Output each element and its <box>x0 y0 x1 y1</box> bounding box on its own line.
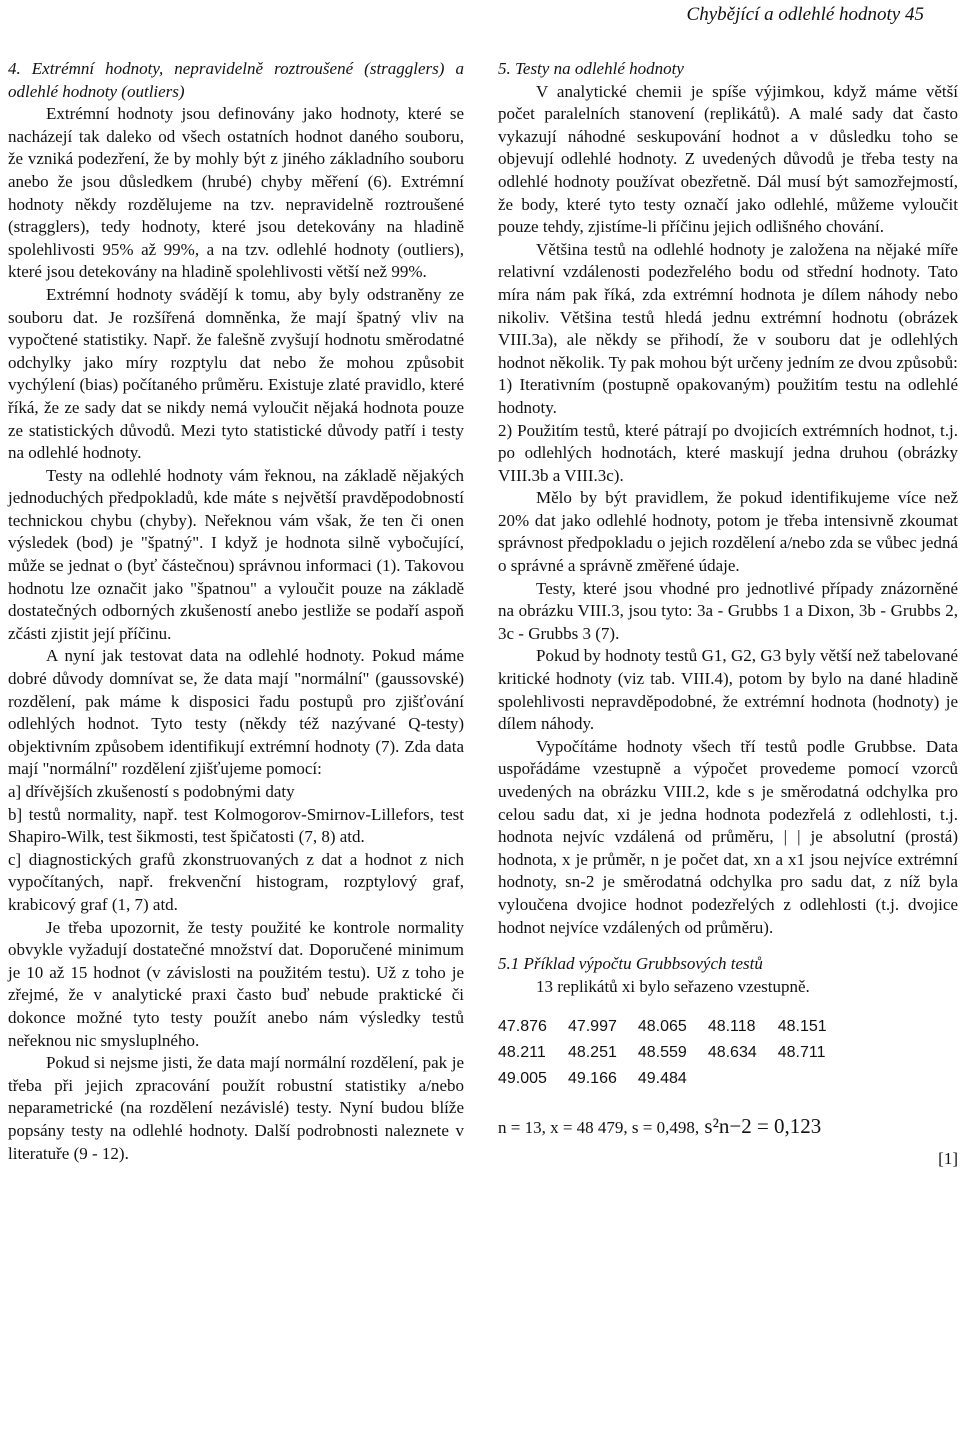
formula-values: n = 13, x = 48 479, s = 0,498, <box>498 1118 700 1138</box>
section-heading: 5. Testy na odlehlé hodnoty <box>498 59 684 78</box>
paragraph: 1) Iterativním (postupně opakovaným) použitím testu na odlehlé hodnoty. <box>498 375 958 417</box>
paragraph: A nyní jak testovat data na odlehlé hodnoty. Pokud máme dobré důvody domnívat se, že data mají "normální" (gaussovské) rozdělení, pak máme k disposici řadu postupů pro zjišťování odlehlých hodnot. Tyto testy (někdy též nazývané Q-testy) objektivním způsobem identifikují extrémní hodnoty (7). Zda data mají "normální" rozdělení zjišťujeme pomocí: <box>8 646 464 779</box>
paragraph: Vypočítáme hodnoty všech tří testů podle Grubbse. Data uspořádáme vzestupně a výpočet provedeme pomocí vzorců uvedených na obrázku VIII.2, kde s je směrodatná odchylka pro celou sadu dat, xi je jedna hodnota podezřelá z odlehlosti, t.j. hodnota nejvíc vzdálená od průměru, | | je absolutní (prostá) hodnota, x je průměr, n je počet dat, xn a x1 jsou nejvíce extrémní hodnoty, sn-2 je směrodatná odchylka pro sadu dat, z níž byla vyloučena dvojice hodnot podezřelých z odlehlosti (t.j. dvojice hodnot nejvíce vzdálených od průměru). <box>498 736 958 937</box>
paragraph: V analytické chemii je spíše výjimkou, když máme větší počet paralelních stanovení (replikátů). A malé sady dat často vykazují náhodné seskupování hodnot a v důsledku toho se objevují odlehlé hodnoty. Z uvedených důvodů je třeba testy na odlehlé hodnoty používat obezřetně. Dál musí být samozřejmostí, že body, které tyto testy označí jako odlehlé, můžeme vyloučit pouze tehdy, zjistíme-li příčinu jejich odlišného chování. <box>498 81 958 237</box>
right-column <box>498 58 958 1170</box>
formula-line <box>498 1115 958 1140</box>
paragraph: Pokud by hodnoty testů G1, G2, G3 byly větší než tabelované kritické hodnoty (viz tab. VIII.4), potom by bylo na dané hladině spolehlivosti nepravděpodobné, že extrémní hodnota (hodnoty) je dílem náhody. <box>498 646 958 734</box>
paragraph: 2) Použitím testů, které pátrají po dvojicích extrémních hodnot, t.j. po odlehlých hodnotách, které maskují jedna druhou (obrázky VIII.3b a VIII.3c). <box>498 420 958 485</box>
formula-s2: s²n−2 = 0,123 <box>699 1114 822 1139</box>
paragraph: Pokud si nejsme jisti, že data mají normální rozdělení, pak je třeba při jejich zpracování použít robustní statistiky a/nebo neparametrické (na rozdělení nezávislé) testy. Nyní budou blíže popsány testy na odlehlé hodnoty. Další podrobnosti naleznete v literatuře (9 - 12). <box>8 1053 464 1163</box>
example-heading: 5.1 Příklad výpočtu Grubbsových testů <box>498 954 763 974</box>
replicates-table <box>498 1016 848 1093</box>
paragraph: Je třeba upozornit, že testy použité ke kontrole normality obvykle vyžadují dostatečné množství dat. Doporučené minimum je 10 až 15 hodnot (v závislosti na použitém testu). Už z toho je zřejmé, že v analytické praxi často buď nebude praktické či dokonce možné tyto testy použít anebo nám výsledky testů neřeknou nic smysluplného. <box>8 917 464 1050</box>
paragraph: c] diagnostických grafů zkonstruovaných z dat a hodnot z nich vypočítaných, např. frekvenční histogram, rozptylový graf, krabicový graf (1, 7) atd. <box>8 849 464 914</box>
table-cell <box>778 1068 848 1094</box>
table-cell: 48.711 <box>777 1043 826 1061</box>
paragraph: Testy, které jsou vhodné pro jednotlivé případy znázorněné na obrázku VIII.3, jsou tyto: 3a - Grubbs 1 a Dixon, 3b - Grubbs 2, 3c - Grubbs 3 (7). <box>498 578 958 643</box>
table-cell: 47.997 <box>567 1018 617 1036</box>
table-cell: 48.211 <box>498 1043 546 1061</box>
table-cell: 48.151 <box>777 1018 827 1036</box>
page-header: Chybějící a odlehlé hodnoty 45 <box>686 4 924 25</box>
paragraph: b] testů normality, např. test Kolmogorov-Smirnov-Lillefors, test Shapiro-Wilk, test šikmosti, test špičatosti (7, 8) atd. <box>8 804 464 847</box>
example-intro: 13 replikátů xi bylo seřazeno vzestupně. <box>536 976 810 996</box>
left-column <box>8 58 464 1165</box>
table-cell: 49.484 <box>637 1069 687 1087</box>
table-cell <box>708 1068 778 1094</box>
paragraph: Mělo by být pravidlem, že pokud identifikujeme více než 20% dat jako odlehlé hodnoty, potom je třeba intensivně zkoumat správnost předpokladu o jejich rozdělení a/nebo zda se vůbec jedná o správné a správně změřené údaje. <box>498 488 958 576</box>
table-cell: 48.634 <box>707 1043 757 1061</box>
table-cell: 47.876 <box>498 1018 547 1036</box>
paragraph: a] dřívějších zkušeností s podobnými daty <box>8 782 295 801</box>
table-cell: 48.118 <box>707 1018 756 1036</box>
table-cell: 48.251 <box>567 1043 617 1061</box>
table-row <box>498 1042 848 1068</box>
paragraph: Většina testů na odlehlé hodnoty je založena na nějaké míře relativní vzdálenosti podezřelého bodu od střední hodnoty. Tato míra nám pak říká, zda extrémní hodnota je dílem náhody nebo nikoliv. Většina testů hledá jednu extrémní hodnotu (obrázek VIII.3a), ale někdy se přihodí, že v souboru dat je odlehlých hodnot několik. Ty pak mohou být určeny jedním ze dvou způsobů: <box>498 239 958 372</box>
paragraph: Testy na odlehlé hodnoty vám řeknou, na základě nějakých jednoduchých předpokladů, kde máte s největší pravděpodobností technickou chybu (chyby). Neřeknou vám však, že ten či onen výsledek (bod) je "špatný". I když je hodnota silně vybočující, může se jednat o (byť částečnou) správnou informaci (1). Takovou hodnotu lze označit jako "špatnou" a vyloučit pouze na základě dostatečných odborných zkušeností anebo jestliže se podaří aspoň zčásti zjistit její příčinu. <box>8 465 464 643</box>
table-cell: 48.559 <box>637 1043 687 1061</box>
paragraph: Extrémní hodnoty svádějí k tomu, aby byly odstraněny ze souboru dat. Je rozšířená domněnka, že mají špatný vliv na vypočtené statistiky. Např. že falešně zvyšují hodnotu směrodatné odchylky jako míry rozptylu dat nebo že mohou způsobit vychýlení (bias) počítaného průměru. Existuje zlaté pravidlo, které říká, že ze sady dat se nikdy nemá vyloučit nějaká hodnota pouze ze statistických důvodů. Mezi tyto statistické důvody patří i testy na odlehlé hodnoty. <box>8 284 464 463</box>
section-heading: 4. Extrémní hodnoty, nepravidelně roztroušené (stragglers) a odlehlé hodnoty (outliers) <box>8 59 464 101</box>
table-cell: 49.166 <box>567 1069 617 1087</box>
table-cell: 49.005 <box>498 1069 547 1087</box>
table-row <box>498 1068 848 1094</box>
paragraph: Extrémní hodnoty jsou definovány jako hodnoty, které se nacházejí tak daleko od všech ostatních hodnot daného souboru, že vzniká podezření, že by mohly být z jiného základního souboru anebo že jsou důsledkem (hrubé) chyby měření (6). Extrémní hodnoty někdy rozdělujeme na tzv. nepravidelně roztroušené (stragglers), tedy hodnoty, které jsou detekovány na hladině spolehlivosti 95% až 99%, a na tzv. odlehlé hodnoty (outliers), které jsou detekovány na hladině spolehlivosti větší než 99%. <box>8 104 464 282</box>
table-cell: 48.065 <box>637 1018 687 1036</box>
table-row <box>498 1016 848 1042</box>
reference-mark: [1] <box>938 1148 958 1168</box>
